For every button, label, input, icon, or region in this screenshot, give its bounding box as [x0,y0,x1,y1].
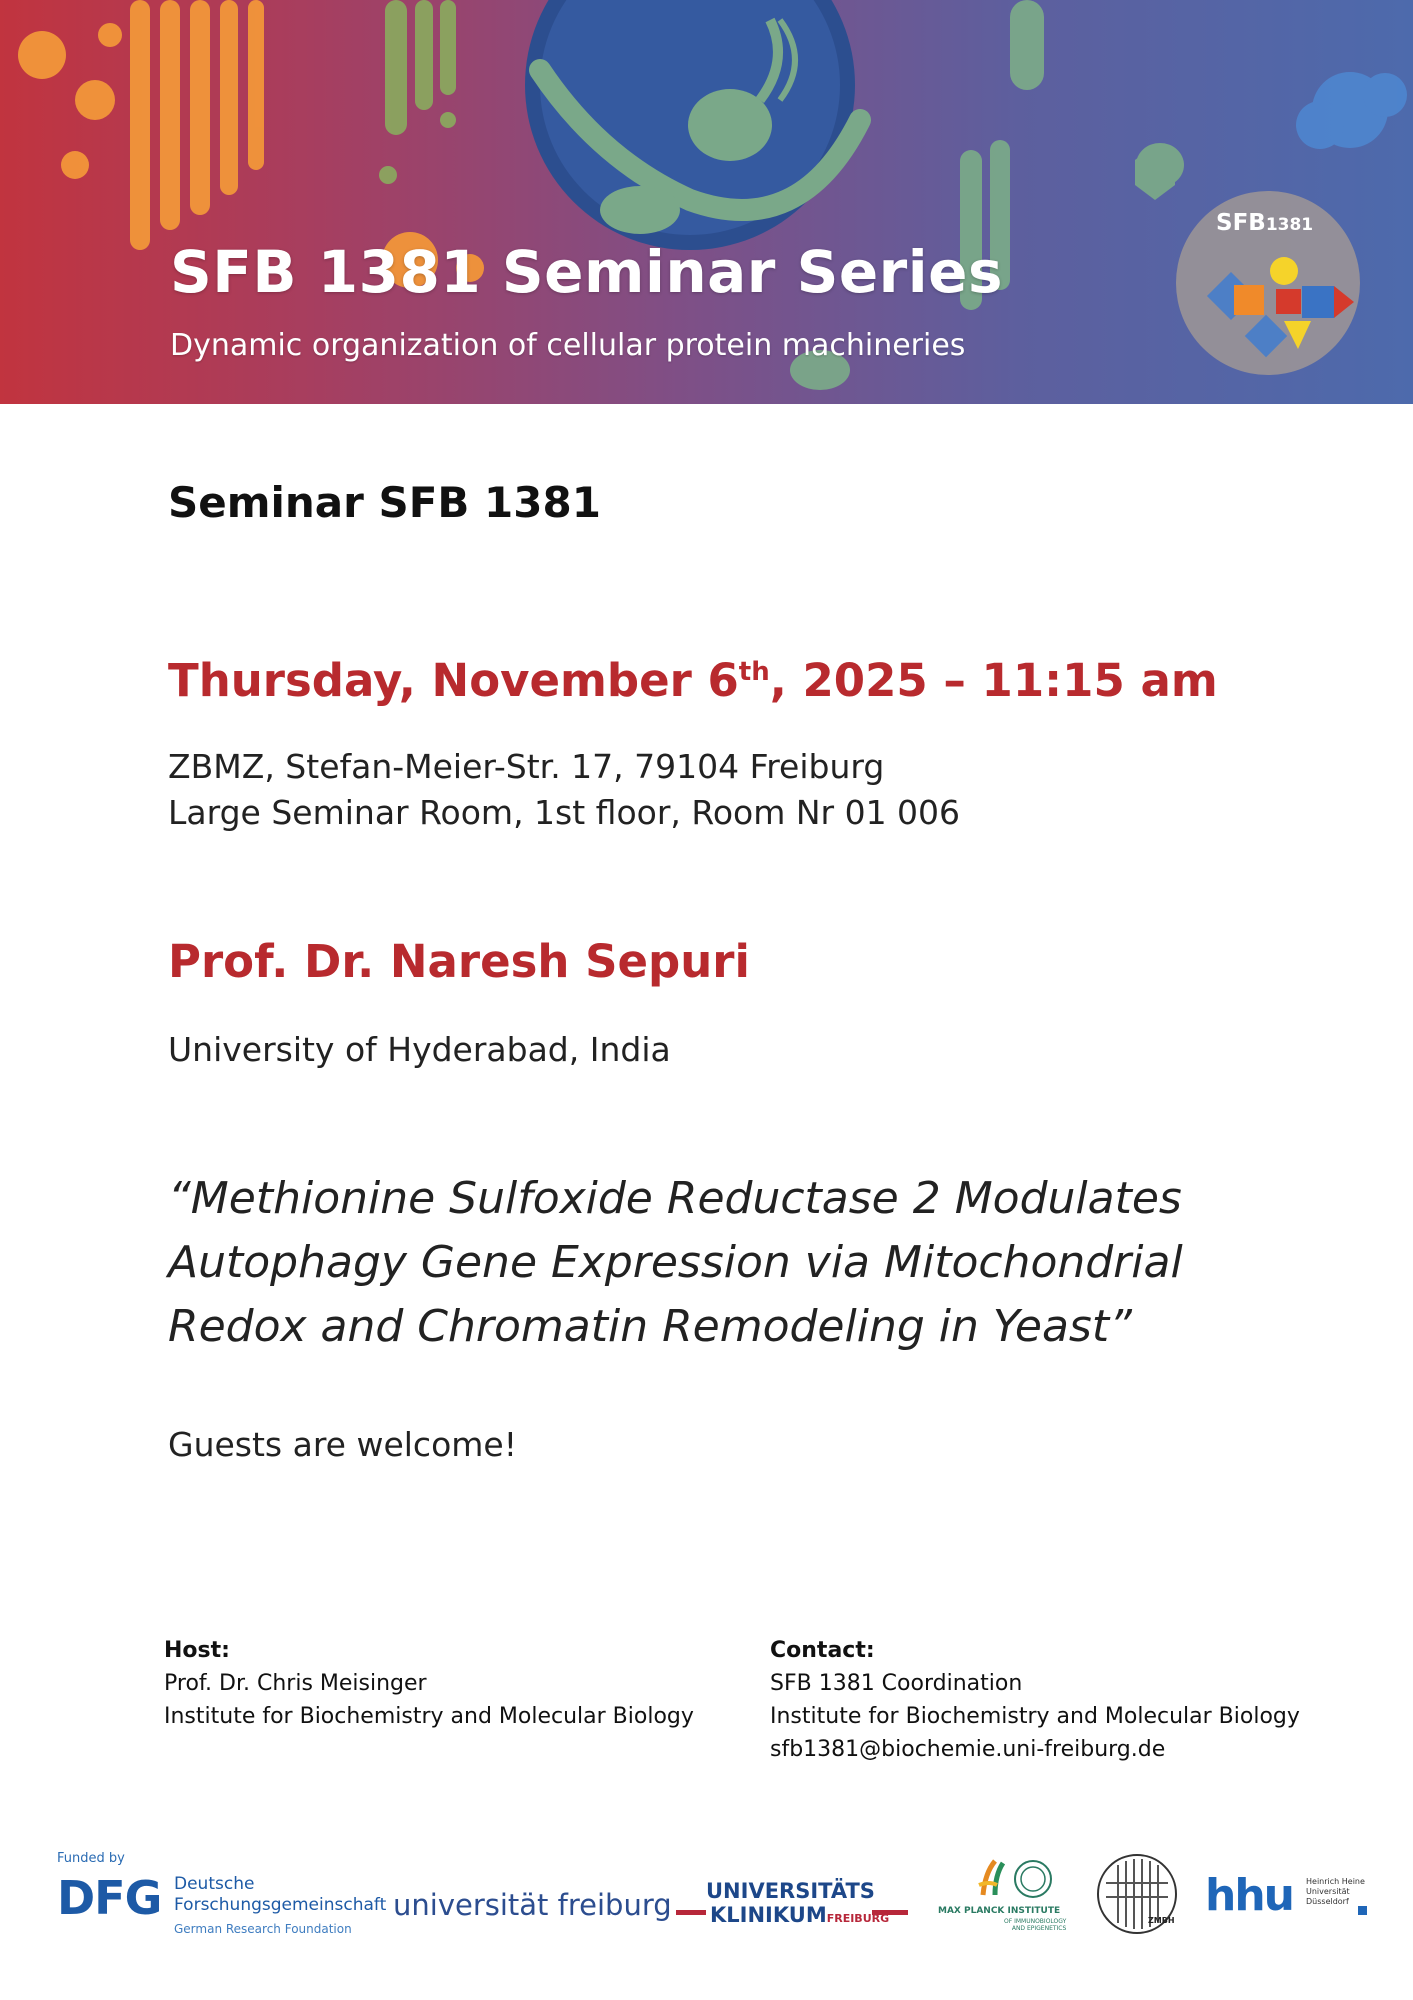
hhu-name [1306,1877,1365,1907]
venue-address: ZBMZ, Stefan-Meier-Str. 17, 79104 Freiburg [168,747,885,786]
dfg-name-line: Deutsche [174,1874,255,1894]
uk-logo-line1: UNIVERSITÄTS [706,1879,875,1903]
banner-subtitle: Dynamic organization of cellular protein machineries [170,328,966,363]
zmbh-label: ZMBH [1148,1916,1175,1925]
mpi-name: MAX PLANCK INSTITUTE [938,1906,1061,1916]
mpi-subtitle [1004,1918,1066,1932]
speaker-name: Prof. Dr. Naresh Sepuri [168,935,750,988]
event-datetime: Thursday, November 6th, 2025 – 11:15 am [168,654,1218,707]
venue-room: Large Seminar Room, 1st floor, Room Nr 01 006 [168,793,961,832]
talk-title-line: Autophagy Gene Expression via Mitochondrial [168,1237,1183,1288]
banner-title: SFB 1381 Seminar Series [170,238,1004,306]
contact-heading: Contact: [770,1638,875,1663]
sfb-logo-label: SFB1381 [1216,210,1314,236]
hhu-name-line: Heinrich Heine [1306,1877,1365,1886]
dfg-name [174,1874,386,1916]
mpi-subtitle-line: OF IMMUNOBIOLOGY [1004,1918,1067,1925]
talk-title-line: Redox and Chromatin Remodeling in Yeast” [168,1301,1132,1352]
host-name: Prof. Dr. Chris Meisinger [164,1671,427,1696]
dfg-english-name: German Research Foundation [174,1922,352,1936]
mpi-subtitle-line: AND EPIGENETICS [1011,1925,1067,1932]
host-institute: Institute for Biochemistry and Molecular Biology [164,1704,694,1729]
zmbh-logo-icon [1096,1853,1178,1935]
talk-title-line: “Methionine Sulfoxide Reductase 2 Modulates [168,1173,1182,1224]
contact-email[interactable]: sfb1381@biochemie.uni-freiburg.de [770,1737,1166,1762]
dfg-logo: DFG [57,1871,162,1925]
speaker-affiliation: University of Hyderabad, India [168,1030,671,1069]
hhu-logo-dot [1358,1906,1367,1915]
hhu-name-line: Düsseldorf [1306,1897,1349,1906]
host-block [164,1634,694,1733]
header-banner [0,0,1413,404]
host-heading: Host: [164,1638,230,1663]
hhu-name-line: Universität [1306,1887,1350,1896]
hhu-logo: hhu [1205,1870,1293,1921]
contact-institute: Institute for Biochemistry and Molecular Biology [770,1704,1300,1729]
uk-logo-bar [676,1910,706,1915]
funded-by-label: Funded by [57,1851,125,1866]
event-venue [168,744,960,836]
contact-block [770,1634,1300,1766]
uk-logo-line2: KLINIKUMFREIBURG [710,1903,890,1927]
talk-title [168,1167,1183,1359]
mpi-logo-icon [975,1855,1055,1903]
dfg-name-line: Forschungsgemeinschaft [174,1895,387,1915]
welcome-note: Guests are welcome! [168,1425,517,1464]
uni-freiburg-logo: universität freiburg [393,1888,672,1922]
seminar-label: Seminar SFB 1381 [168,478,601,527]
contact-name: SFB 1381 Coordination [770,1671,1023,1696]
